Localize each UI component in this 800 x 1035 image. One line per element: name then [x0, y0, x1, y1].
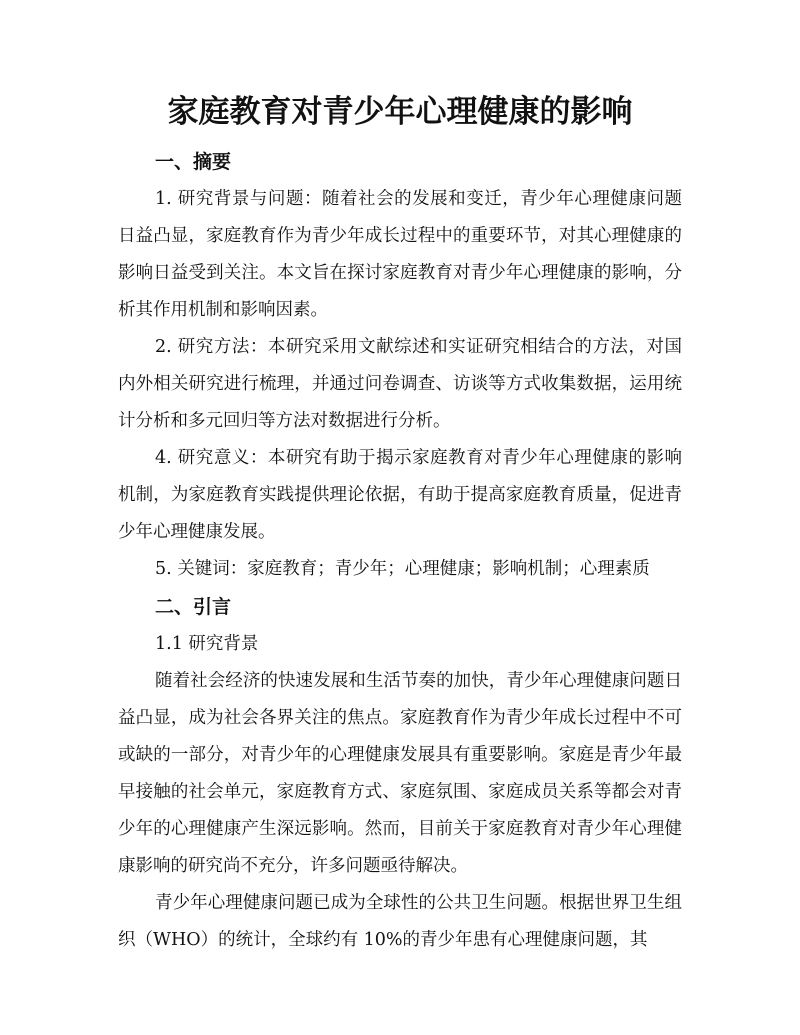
section-heading-abstract: 一、摘要 [155, 151, 232, 173]
document-title: 家庭教育对青少年心理健康的影响 [167, 94, 633, 130]
abstract-significance-paragraph: 4. 研究意义：本研究有助于揭示家庭教育对青少年心理健康的影响机制，为家庭教育实践提供理论依据，有助于提高家庭教育质量，促进青少年心理健康发展。 [118, 448, 682, 542]
subsection-heading-background: 1.1 研究背景 [155, 634, 259, 654]
section-heading-introduction: 二、引言 [155, 596, 232, 618]
document-body [118, 143, 682, 959]
abstract-method-paragraph: 2. 研究方法：本研究采用文献综述和实证研究相结合的方法，对国内外相关研究进行梳理，并通过问卷调查、访谈等方式收集数据，运用统计分析和多元回归等方法对数据进行分析。 [118, 337, 682, 431]
abstract-keywords-paragraph: 5. 关键词：家庭教育；青少年；心理健康；影响机制；心理素质 [155, 559, 650, 579]
intro-paragraph-2: 青少年心理健康问题已成为全球性的公共卫生问题。根据世界卫生组织（WHO）的统计，全球约有 10%的青少年患有心理健康问题，其 [118, 893, 682, 950]
abstract-background-paragraph: 1. 研究背景与问题：随着社会的发展和变迁，青少年心理健康问题日益凸显，家庭教育作为青少年成长过程中的重要环节，对其心理健康的影响日益受到关注。本文旨在探讨家庭教育对青少年心理健康的影响，分析其作用机制和影响因素。 [118, 189, 682, 320]
intro-paragraph-1: 随着社会经济的快速发展和生活节奏的加快，青少年心理健康问题日益凸显，成为社会各界关注的焦点。家庭教育作为青少年成长过程中不可或缺的一部分，对青少年的心理健康发展具有重要影响。家庭是青少年最早接触的社会单元，家庭教育方式、家庭氛围、家庭成员关系等都会对青少年的心理健康产生深远影响。然而，目前关于家庭教育对青少年心理健康影响的研究尚不充分，许多问题亟待解决。 [118, 671, 682, 876]
